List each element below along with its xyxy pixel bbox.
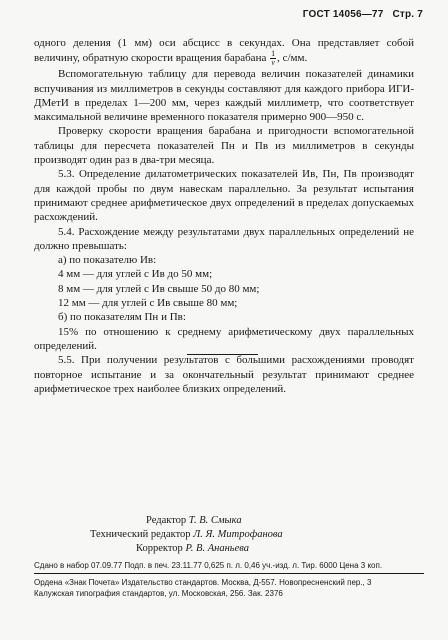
page-number: Стр. 7 xyxy=(392,9,423,20)
paragraph-1-unit: , с/мм. xyxy=(277,52,308,65)
paragraph-1-text: одного деления (1 мм) оси абсцисс в секундах. Она представляет собой величину, обратную скорости вращения барабана xyxy=(34,37,414,65)
corrector-role: Корректор xyxy=(136,543,183,554)
paragraph-5-3: 5.3. Определение дилатометрических показателей Ив, Пн, Пв производят для каждой пробы по двум навескам параллельно. За результат испытания принимают среднее арифметическое двух определений в пределах допускаемых расхождений. xyxy=(34,168,414,224)
credits-block xyxy=(90,514,390,556)
paragraph-5-5: 5.5. При получении результатов с большими расхождениями проводят повторное испытание и за окончательный результат принимают среднее арифметическое трех наиболее близких определений. xyxy=(34,354,414,395)
body-text xyxy=(34,36,414,396)
paragraph-2: Вспомогательную таблицу для перевода величин показателей динамики вспучивания из миллиметров в секунды составляют для каждого прибора ИГИ-ДМетИ в пределах 1—200 мм, через каждый миллиметр, что соответствует максимальной величине временного показателя примерно 900—950 с. xyxy=(34,68,414,124)
paragraph-5-4: 5.4. Расхождение между результатами двух параллельных определений не должно превышать: xyxy=(34,225,414,252)
fraction-numerator: 1 xyxy=(271,49,276,59)
imprint-print-info: Сдано в набор 07.09.77 Подп. в печ. 23.11.77 0,625 п. л. 0,46 уч.-изд. л. Тир. 6000 Цена 3 коп. xyxy=(34,560,424,574)
editor-name: Т. В. Смыка xyxy=(188,515,242,526)
tech-editor-line xyxy=(90,528,390,542)
tech-editor-name: Л. Я. Митрофанова xyxy=(193,529,283,540)
tech-editor-role: Технический редактор xyxy=(90,529,191,540)
imprint-printing-house: Калужская типография стандартов, ул. Московская, 256. Зак. 2376 xyxy=(34,589,283,598)
list-item-4mm: 4 мм — для углей с Ив до 50 мм; xyxy=(58,268,213,281)
list-item-a: а) по показателю Ив: xyxy=(58,254,157,267)
editor-line xyxy=(90,514,390,528)
imprint-block xyxy=(34,560,424,599)
paragraph-3: Проверку скорости вращения барабана и пригодности вспомогательной таблицы для пересчета показателей Пн и Пв из миллиметров в секунды производят один раз в два-три месяца. xyxy=(34,125,414,167)
corrector-line xyxy=(90,542,390,556)
list-item-12mm: 12 мм — для углей с Ив свыше 80 мм; xyxy=(58,297,238,310)
paragraph-1 xyxy=(34,36,414,67)
editor-role: Редактор xyxy=(146,515,187,526)
separator-rule xyxy=(187,354,258,355)
page-header xyxy=(297,9,423,20)
imprint-publisher: Ордена «Знак Почета» Издательство стандартов. Москва, Д-557. Новопресненский пер., 3 xyxy=(34,578,372,587)
list-item-8mm: 8 мм — для углей с Ив свыше 50 до 80 мм; xyxy=(58,282,260,295)
list-item-b: б) по показателям Пн и Пв: xyxy=(58,311,186,324)
corrector-name: Р. В. Ананьева xyxy=(185,543,249,554)
fraction-denominator: v xyxy=(271,58,275,68)
fraction-one-over-v xyxy=(270,50,276,67)
paragraph-15-percent: 15% по отношению к среднему арифметическому двух параллельных определений. xyxy=(34,325,414,352)
standard-number: ГОСТ 14056—77 xyxy=(302,9,384,20)
